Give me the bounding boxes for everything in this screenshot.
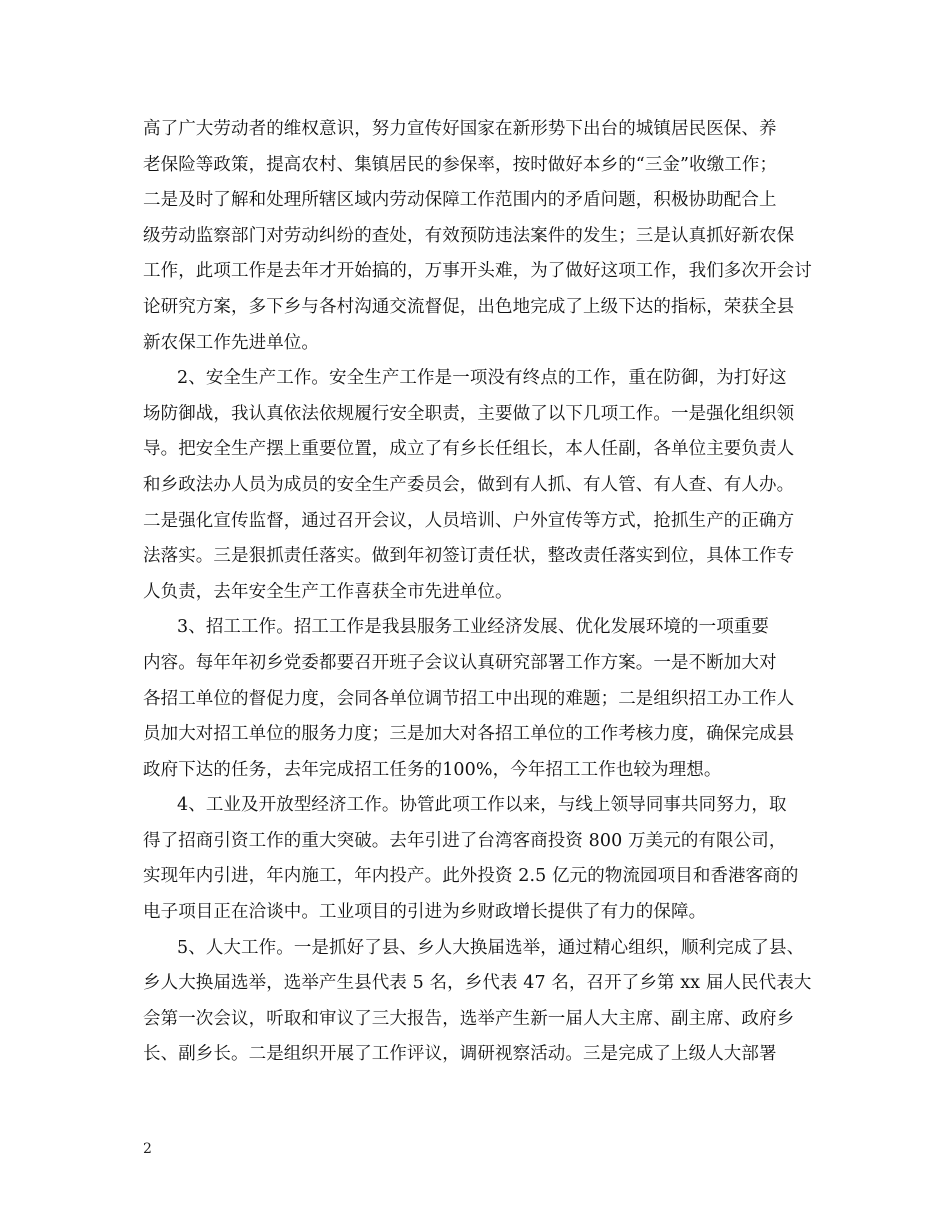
text-line: 场防御战，我认真依法依规履行安全职责，主要做了以下几项工作。一是强化组织领	[143, 403, 795, 424]
paragraph-start-line: 2、安全生产工作。安全生产工作是一项没有终点的工作，重在防御，为打好这	[177, 368, 787, 389]
paragraph-start-line: 4、工业及开放型经济工作。协管此项工作以来，与线上领导同事共同努力，取	[177, 795, 787, 816]
page-number: 2	[143, 1141, 152, 1157]
text-line: 导。把安全生产摆上重要位置，成立了有乡长任组长，本人任副，各单位主要负责人	[143, 439, 795, 460]
text-line: 工作，此项工作是去年才开始搞的，万事开头难，为了做好这项工作，我们多次开会讨	[143, 261, 812, 282]
text-line: 电子项目正在洽谈中。工业项目的引进为乡财政增长提供了有力的保障。	[143, 902, 707, 923]
text-line: 乡人大换届选举，选举产生县代表 5 名，乡代表 47 名，召开了乡第 xx 届人民代表大	[143, 973, 812, 994]
text-line: 政府下达的任务，去年完成招工任务的100%，今年招工工作也较为理想。	[143, 759, 722, 780]
text-line: 高了广大劳动者的维权意识，努力宣传好国家在新形势下出台的城镇居民医保、养	[143, 119, 777, 139]
text-line: 得了招商引资工作的重大突破。去年引进了台湾客商投资 800 万美元的有限公司，	[143, 830, 787, 851]
paragraph-start-line: 3、招工工作。招工工作是我县服务工业经济发展、优化发展环境的一项重要	[177, 617, 770, 638]
text-line: 人负责，去年安全生产工作喜获全市先进单位。	[143, 581, 513, 602]
text-line: 各招工单位的督促力度，会同各单位调节招工中出现的难题；二是组织招工办工作人	[143, 688, 795, 709]
text-line: 法落实。三是狠抓责任落实。做到年初签订责任状，整改责任落实到位，具体工作专	[143, 546, 795, 567]
text-line: 论研究方案，多下乡与各村沟通交流督促，出色地完成了上级下达的指标，荣获全县	[143, 296, 795, 317]
text-line: 级劳动监察部门对劳动纠纷的查处，有效预防违法案件的发生；三是认真抓好新农保	[143, 225, 795, 246]
text-line: 二是强化宣传监督，通过召开会议，人员培训、户外宣传等方式，抢抓生产的正确方	[143, 510, 795, 531]
text-line: 长、副乡长。二是组织开展了工作评议，调研视察活动。三是完成了上级人大部署	[143, 1044, 777, 1065]
text-line: 员加大对招工单位的服务力度；三是加大对各招工单位的工作考核力度，确保完成县	[143, 724, 795, 745]
paragraph-start-line: 5、人大工作。一是抓好了县、乡人大换届选举，通过精心组织，顺利完成了县、	[177, 937, 805, 958]
text-line: 老保险等政策，提高农村、集镇居民的参保率，按时做好本乡的“三金”收缴工作；	[143, 154, 778, 175]
document-body	[143, 112, 819, 1073]
text-line: 内容。每年年初乡党委都要召开班子会议认真研究部署工作方案。一是不断加大对	[143, 652, 777, 673]
text-line: 会第一次会议，听取和审议了三大报告，选举产生新一届人大主席、副主席、政府乡	[143, 1008, 795, 1029]
text-line: 新农保工作先进单位。	[143, 332, 319, 353]
text-line: 和乡政法办人员为成员的安全生产委员会，做到有人抓、有人管、有人查、有人办。	[143, 474, 795, 495]
text-line: 二是及时了解和处理所辖区域内劳动保障工作范围内的矛盾问题，积极协助配合上	[143, 190, 777, 211]
text-line: 实现年内引进，年内施工，年内投产。此外投资 2.5 亿元的物流园项目和香港客商的	[143, 866, 799, 887]
